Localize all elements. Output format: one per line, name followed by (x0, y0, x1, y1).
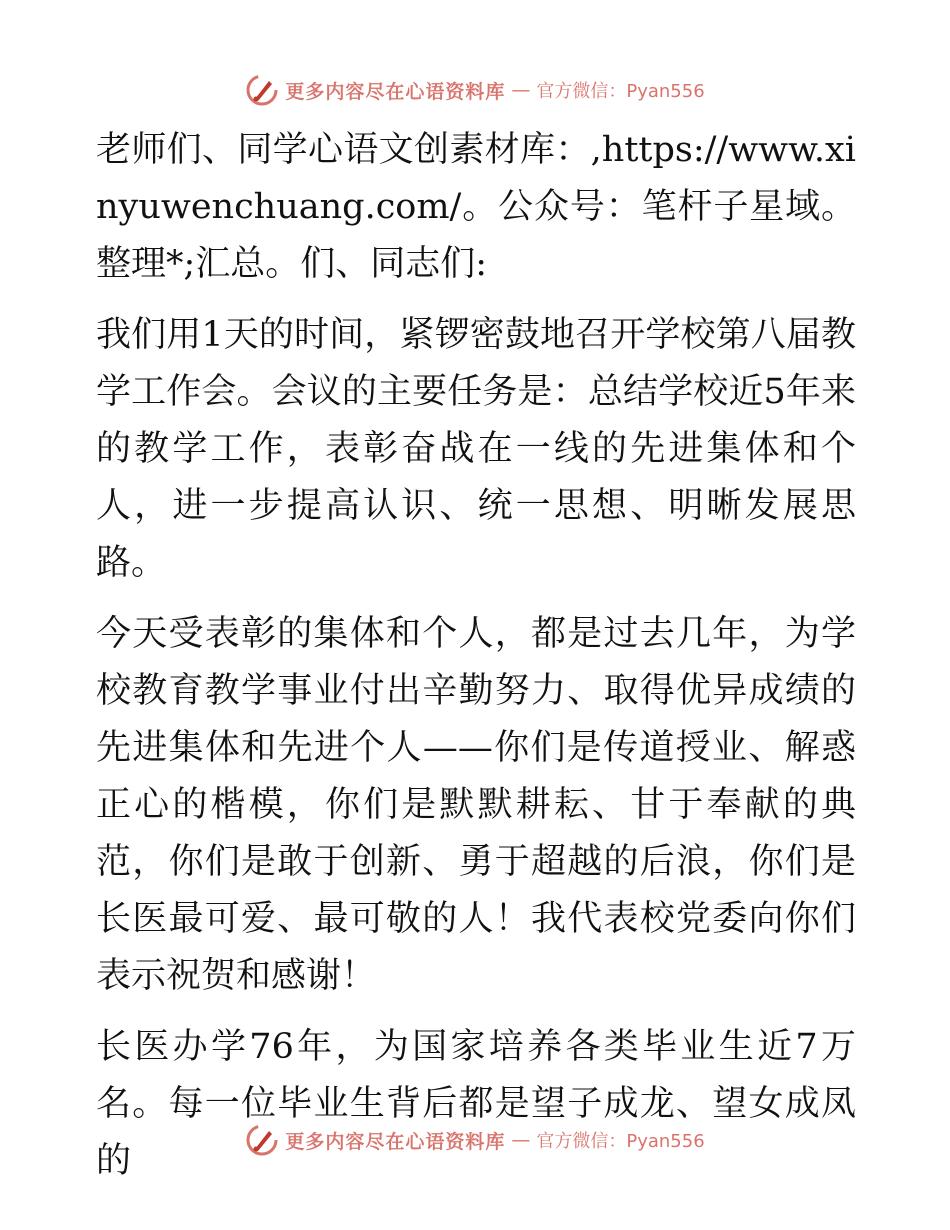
paragraph-2: 我们用1天的时间，紧锣密鼓地召开学校第八届教学工作会。会议的主要任务是：总结学校近5年来的教学工作，表彰奋战在一线的先进集体和个人，进一步提高认识、统一思想、明晰发展思路。 (96, 315, 856, 583)
quill-pen-logo-icon (245, 1123, 279, 1157)
footer-dash: — (511, 1129, 531, 1151)
header-dash: — (511, 79, 531, 101)
paragraph-1: 老师们、同学心语文创素材库：,https://www.xinyuwenchuang.com/。公众号：笔杆子星域。整理*;汇总。们、同志们: (96, 130, 856, 284)
footer-title: 更多内容尽在心语资料库 (285, 1130, 506, 1153)
footer-wechat: 官方微信：Pyan556 (536, 1131, 705, 1152)
document-body (96, 122, 856, 1204)
footer-banner (0, 1120, 950, 1160)
paragraph-4: 长医办学76年，为国家培养各类毕业生近7万名。每一位毕业生背后都是望子成龙、望女成凤的 (96, 1027, 856, 1181)
header-banner (0, 70, 950, 110)
header-wechat: 官方微信：Pyan556 (536, 81, 705, 102)
header-title: 更多内容尽在心语资料库 (285, 80, 506, 103)
quill-pen-logo-icon (245, 73, 279, 107)
paragraph-3: 今天受表彰的集体和个人，都是过去几年，为学校教育教学事业付出辛勤努力、取得优异成绩的先进集体和先进个人——你们是传道授业、解惑正心的楷模，你们是默默耕耘、甘于奉献的典范，你们是敢于创新、勇于超越的后浪，你们是长医最可爱、最可敬的人！我代表校党委向你们表示祝贺和感谢！ (96, 614, 856, 996)
